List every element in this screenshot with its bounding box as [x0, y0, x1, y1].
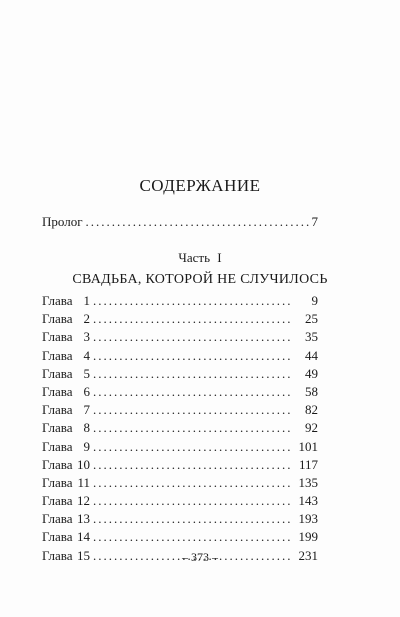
chapter-page: 101	[298, 438, 318, 454]
chapter-number: 14	[77, 529, 90, 545]
dot-leader	[93, 456, 291, 474]
chapter-number: 1	[83, 293, 90, 308]
chapter-page: 92	[305, 420, 318, 436]
chapter-number: 2	[83, 311, 90, 327]
dot-leader	[93, 492, 291, 510]
chapter-page: 231	[298, 547, 318, 563]
dot-leader	[93, 528, 291, 546]
chapter-number: 7	[83, 402, 90, 418]
toc-row-chapter	[42, 474, 318, 492]
chapter-number: 13	[77, 511, 90, 527]
chapter-number: 3	[83, 329, 90, 345]
chapter-number: 9	[83, 438, 90, 454]
chapter-word: Глава	[42, 474, 73, 490]
toc-row-chapter	[42, 365, 318, 383]
chapter-word: Глава	[42, 347, 73, 363]
dot-leader	[93, 419, 291, 437]
dot-leader	[93, 401, 291, 419]
page-title: СОДЕРЖАНИЕ	[139, 176, 261, 195]
toc-row-chapter	[42, 292, 318, 310]
chapter-word: Глава	[42, 547, 73, 563]
chapter-page: 82	[305, 402, 318, 418]
chapter-page: 35	[305, 329, 318, 345]
chapter-word: Глава	[42, 529, 73, 545]
prolog-page: 7	[311, 214, 318, 229]
toc-row-chapter	[42, 383, 318, 401]
toc-row-chapter	[42, 456, 318, 474]
chapter-number: 11	[77, 474, 90, 490]
chapter-page: 25	[305, 311, 318, 327]
chapter-number: 5	[83, 365, 90, 381]
chapter-number: 15	[77, 547, 90, 563]
chapter-number: 4	[83, 347, 90, 363]
chapter-number: 12	[77, 493, 90, 509]
chapter-number: 10	[77, 456, 90, 472]
chapter-word: Глава	[42, 365, 73, 381]
chapter-word: Глава	[42, 329, 73, 345]
chapter-page: 199	[298, 529, 318, 545]
page-number: – 373 –	[182, 550, 218, 564]
chapter-page: 9	[311, 293, 318, 308]
chapter-page: 193	[298, 511, 318, 527]
chapter-word: Глава	[42, 420, 73, 436]
chapter-page: 58	[305, 383, 318, 399]
chapter-page: 135	[298, 474, 318, 490]
dot-leader	[93, 328, 291, 346]
chapter-number: 6	[83, 383, 90, 399]
toc-row-chapter	[42, 492, 318, 510]
chapter-page: 49	[305, 365, 318, 381]
dot-leader	[93, 365, 291, 383]
part-label: Часть I	[178, 250, 222, 265]
toc-row-prolog	[42, 213, 318, 230]
chapter-page: 44	[305, 347, 318, 363]
toc-row-chapter	[42, 328, 318, 346]
chapter-word: Глава	[42, 511, 73, 527]
dot-leader	[93, 474, 291, 492]
dot-leader	[93, 347, 291, 365]
chapter-word: Глава	[42, 293, 73, 308]
chapter-page: 117	[298, 456, 318, 472]
toc-row-chapter	[42, 528, 318, 546]
toc-row-chapter	[42, 310, 318, 328]
chapter-word: Глава	[42, 383, 73, 399]
toc-row-chapter	[42, 419, 318, 437]
chapter-number: 8	[83, 420, 90, 436]
chapter-word: Глава	[42, 493, 73, 509]
prolog-label: Пролог	[42, 214, 83, 229]
dot-leader	[93, 510, 291, 528]
dot-leader	[86, 213, 309, 230]
chapter-page: 143	[298, 493, 318, 509]
toc-row-chapter	[42, 438, 318, 456]
dot-leader	[93, 438, 291, 456]
chapter-word: Глава	[42, 456, 73, 472]
dot-leader	[93, 383, 291, 401]
chapter-word: Глава	[42, 311, 73, 327]
chapter-list	[42, 292, 318, 565]
chapter-word: Глава	[42, 402, 73, 418]
dot-leader	[93, 292, 291, 310]
toc-row-chapter	[42, 347, 318, 365]
part-title: СВАДЬБА, КОТОРОЙ НЕ СЛУЧИЛОСЬ	[72, 272, 328, 287]
dot-leader	[93, 310, 291, 328]
toc-row-chapter	[42, 510, 318, 528]
chapter-word: Глава	[42, 438, 73, 454]
toc-row-chapter	[42, 401, 318, 419]
